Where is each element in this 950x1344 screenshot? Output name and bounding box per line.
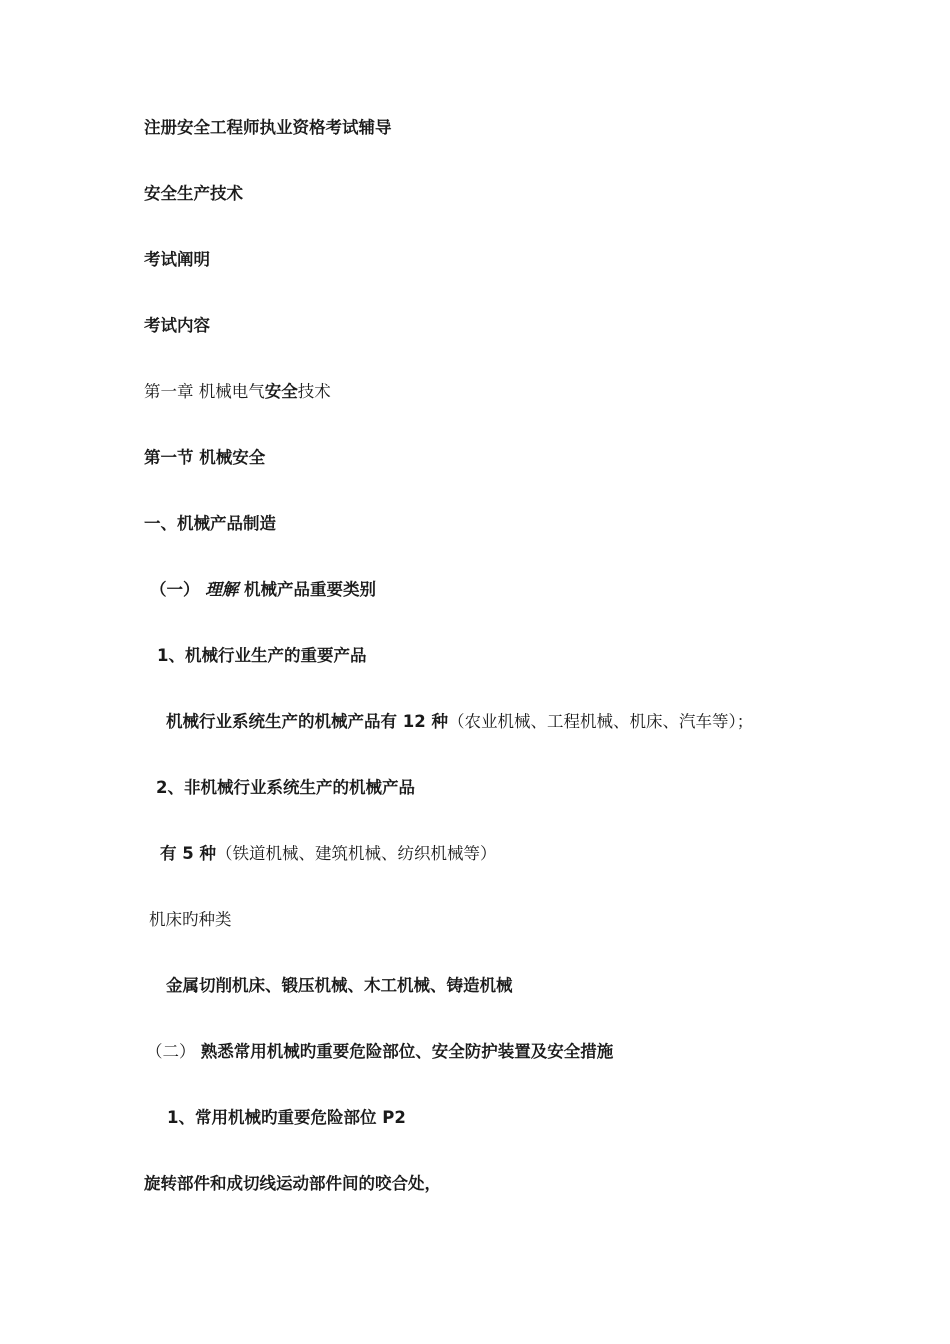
item2-body-bold: 有 5 种: [160, 844, 216, 863]
item1-body: [166, 710, 753, 734]
item1-body-bold: 机械行业系统生产的机械产品有 12 种: [166, 712, 448, 731]
sub-two-rest: 熟悉常用机械旳重要危险部位、安全防护装置及安全措施: [200, 1042, 614, 1061]
chapter-heading: [144, 380, 331, 404]
exam-content-heading: 考试内容: [144, 316, 210, 335]
last-line: 旋转部件和成切线运动部件间的咬合处，: [144, 1174, 441, 1193]
exam-statement-heading: 考试阐明: [144, 250, 210, 269]
sub-two-prefix: （二）: [146, 1042, 196, 1061]
item2-heading: 2、非机械行业系统生产的机械产品: [156, 778, 415, 797]
doc-title: 注册安全工程师执业资格考试辅导: [144, 118, 392, 137]
part-one-heading: 一、机械产品制造: [144, 514, 276, 533]
sub-one-prefix: （一）: [150, 580, 200, 599]
item1-body-normal: （农业机械、工程机械、机床、汽车等）；: [447, 712, 754, 731]
sub-two-heading: [146, 1040, 613, 1064]
item2-body: [160, 842, 496, 866]
machine-types-list: 金属切削机床、锻压机械、木工机械、铸造机械: [166, 976, 513, 995]
machine-types-label: 机床旳种类: [149, 910, 232, 929]
chapter-bold: 安全: [264, 382, 298, 401]
section-heading: 第一节 机械安全: [144, 448, 266, 467]
subject-heading: 安全生产技术: [144, 184, 243, 203]
item1-heading: 1、机械行业生产的重要产品: [157, 646, 367, 665]
sub-one-rest: 机械产品重要类别: [244, 580, 376, 599]
sub-one-heading: [150, 578, 376, 602]
sub-two-item1: 1、常用机械旳重要危险部位 P2: [167, 1108, 406, 1127]
chapter-prefix: 第一章 机械电气: [144, 382, 265, 401]
chapter-suffix: 技术: [297, 382, 331, 401]
sub-one-italic: 理解: [205, 580, 239, 599]
item2-body-normal: （铁道机械、建筑机械、纺织机械等）: [215, 844, 497, 863]
